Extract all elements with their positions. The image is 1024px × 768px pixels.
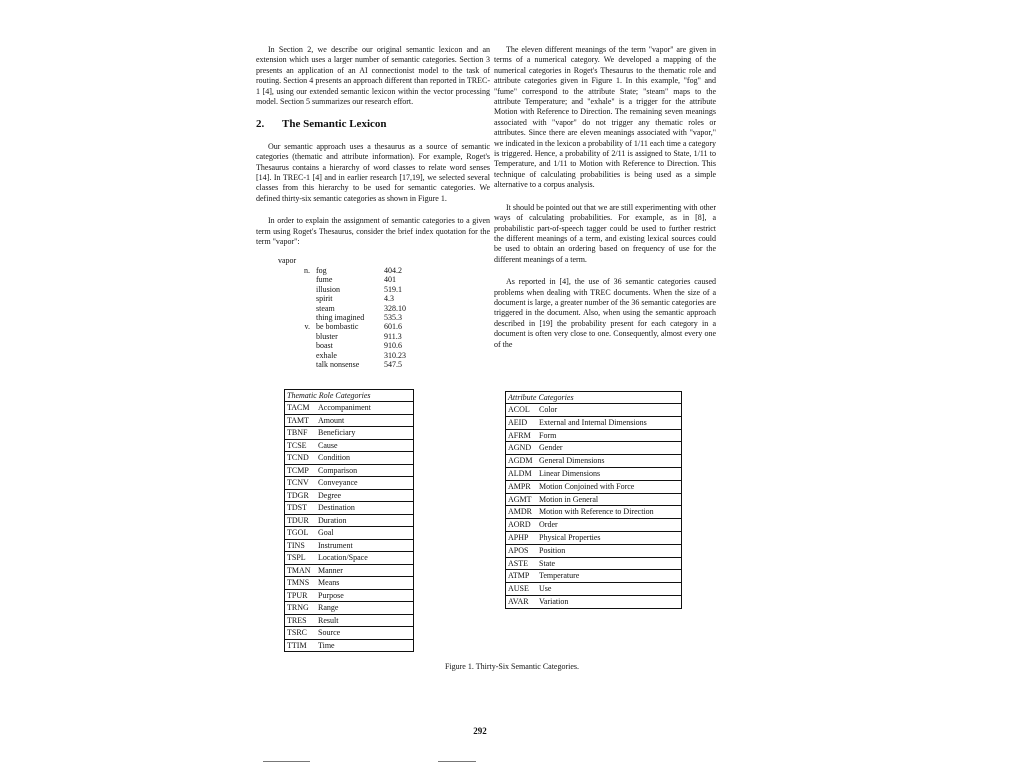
- category-code: AORD: [508, 520, 531, 530]
- table-row: [285, 540, 413, 553]
- table-row: [506, 570, 681, 583]
- figure-caption: Figure 1. Thirty-Six Semantic Categories.: [444, 662, 580, 671]
- probability-paragraph: It should be pointed out that we are still experimenting with other ways of calculating probabilities. For example, as in [8], a probabilistic part-of-speech tagger could be used to further restrict the different meanings of a term, and existing lexical sources could be used to obtain an ordering based on frequency of use for the different meanings of a term.: [494, 202, 716, 264]
- category-code: ALDM: [508, 468, 532, 478]
- index-rows: [256, 266, 490, 369]
- index-sense: steam: [316, 303, 335, 313]
- vapor-intro-paragraph: In order to explain the assignment of semantic categories to a given term using Roget's Thesaurus, consider the brief index quotation for the term "vapor":: [256, 216, 490, 247]
- table-row: [285, 490, 413, 503]
- table-row: [285, 427, 413, 440]
- category-name: Degree: [318, 490, 342, 500]
- category-code: TDUR: [287, 515, 309, 525]
- index-sense: boast: [316, 341, 333, 351]
- table-row: [285, 602, 413, 615]
- category-code: TACM: [287, 403, 310, 412]
- table-row: [285, 452, 413, 465]
- index-row: [256, 351, 490, 360]
- index-sense: illusion: [316, 284, 341, 294]
- index-headword: vapor: [278, 255, 297, 265]
- table-row: [506, 558, 681, 571]
- category-code: AMPR: [508, 481, 531, 491]
- lexicon-paragraph: Our semantic approach uses a thesaurus as a source of semantic categories (thematic and attribute information). For example, Roget's Thesaurus contains a hierarchy of word classes to relate word senses [14]. In TREC-1 [4] and in earlier research [17,19], we selected several classes from this hierarchy to be used for semantic categories. We defined thirty-six semantic categories as shown in Figure 1.: [256, 141, 490, 203]
- index-category-number: 4.3: [384, 294, 394, 304]
- category-code: ASTE: [508, 558, 528, 568]
- category-name: Range: [318, 603, 339, 612]
- index-part-of-speech: n.: [304, 265, 310, 275]
- table-row: [506, 455, 681, 468]
- category-name: Comparison: [318, 465, 358, 475]
- table-row: [506, 494, 681, 507]
- category-name: Cause: [318, 440, 338, 450]
- category-name: Gender: [539, 443, 563, 453]
- index-category-number: 401: [384, 275, 396, 285]
- category-code: AGND: [508, 443, 532, 453]
- category-code: TGOL: [287, 528, 309, 537]
- category-name: Amount: [318, 415, 345, 425]
- thematic-table-caption: Thematic Role Categories: [285, 390, 413, 402]
- table-row: [285, 402, 413, 415]
- index-row: [256, 332, 490, 341]
- index-row: [256, 341, 490, 350]
- index-part-of-speech: [256, 351, 316, 360]
- category-code: AVAR: [508, 596, 529, 606]
- category-name: Means: [318, 578, 340, 587]
- category-name: Source: [318, 628, 341, 637]
- index-category-number: 519.1: [384, 284, 402, 294]
- index-sense: bluster: [316, 331, 338, 341]
- index-row: [256, 285, 490, 294]
- category-name: Variation: [539, 596, 569, 606]
- table-row: [506, 583, 681, 596]
- index-sense: spirit: [316, 294, 333, 304]
- category-name: Condition: [318, 453, 351, 462]
- table-row: [285, 577, 413, 590]
- table-row: [285, 627, 413, 640]
- table-row: [285, 502, 413, 515]
- intro-paragraph: In Section 2, we describe our original semantic lexicon and an extension which uses a larger number of semantic categories. Section 3 presents an application of an AI connectionist model to the task of routing. Section 4 presents an approach different than reported in TREC-1 [4], using our extended semantic lexicon within the vector processing model. Section 5 summarizes our research effort.: [256, 45, 490, 107]
- category-code: TCND: [287, 453, 309, 462]
- index-part-of-speech: [256, 360, 316, 369]
- index-part-of-speech: [256, 294, 316, 303]
- trec-paragraph: As reported in [4], the use of 36 semantic categories caused problems when dealing with TREC documents. When the size of a document is large, a greater number of the 36 semantic categories are triggered in the document. Also, when using the semantic approach described in [19] the probability present for each category in a document is often very close to one. Consequently, almost every one of the: [494, 277, 716, 349]
- table-row: [506, 442, 681, 455]
- table-row: [285, 515, 413, 528]
- table-row: [506, 506, 681, 519]
- index-row: [256, 275, 490, 284]
- category-code: TCSE: [287, 440, 307, 450]
- table-row: [285, 440, 413, 453]
- index-part-of-speech: [256, 275, 316, 284]
- category-name: Manner: [318, 565, 343, 575]
- category-code: TSRC: [287, 628, 308, 637]
- index-category-number: 601.6: [384, 322, 402, 332]
- category-code: TSPL: [287, 553, 306, 562]
- category-name: Beneficiary: [318, 428, 356, 437]
- category-code: AFRM: [508, 430, 531, 440]
- category-name: Time: [318, 640, 335, 650]
- category-name: External and Internal Dimensions: [539, 417, 647, 427]
- table-row: [285, 565, 413, 578]
- index-sense: talk nonsense: [316, 359, 360, 369]
- category-code: TDST: [287, 503, 307, 512]
- table-row: [506, 519, 681, 532]
- footer-rule-left: [263, 761, 310, 762]
- category-code: TCNV: [287, 478, 309, 487]
- category-code: AUSE: [508, 584, 529, 594]
- index-category-number: 310.23: [384, 350, 406, 360]
- index-category-number: 535.3: [384, 312, 402, 322]
- right-column: [494, 45, 716, 362]
- category-name: Use: [539, 584, 552, 594]
- table-row: [285, 527, 413, 540]
- table-row: [285, 590, 413, 603]
- category-name: Order: [539, 520, 558, 530]
- category-code: TMNS: [287, 578, 310, 587]
- thesaurus-index-entry: [256, 256, 490, 370]
- category-code: TMAN: [287, 565, 311, 575]
- category-code: AGDM: [508, 456, 533, 466]
- table-row: [506, 468, 681, 481]
- thematic-table-body: [285, 402, 413, 651]
- index-row: [256, 360, 490, 369]
- index-sense: fume: [316, 275, 333, 285]
- category-name: Goal: [318, 528, 334, 537]
- thematic-role-table: [284, 389, 414, 652]
- section-heading: [256, 119, 490, 129]
- table-row: [506, 481, 681, 494]
- category-name: Temperature: [539, 571, 580, 581]
- index-part-of-speech: [256, 332, 316, 341]
- index-row: [256, 304, 490, 313]
- category-name: Physical Properties: [539, 532, 601, 542]
- index-sense: exhale: [316, 350, 337, 360]
- table-row: [285, 615, 413, 628]
- table-row: [506, 596, 681, 608]
- index-part-of-speech: v.: [304, 322, 310, 332]
- index-sense: fog: [316, 265, 327, 275]
- index-part-of-speech: [256, 313, 316, 322]
- category-name: Location/Space: [318, 553, 368, 562]
- index-row: [256, 313, 490, 322]
- left-column: [256, 45, 490, 369]
- index-part-of-speech: [256, 341, 316, 350]
- index-category-number: 911.3: [384, 331, 402, 341]
- category-name: Motion with Reference to Direction: [539, 507, 654, 517]
- category-name: Conveyance: [318, 478, 358, 487]
- index-row: [256, 322, 490, 331]
- category-name: Result: [318, 615, 339, 625]
- attribute-table-caption: Attribute Categories: [506, 392, 681, 404]
- category-name: Instrument: [318, 540, 353, 550]
- table-row: [506, 532, 681, 545]
- table-row: [506, 404, 681, 417]
- index-category-number: 910.6: [384, 341, 402, 351]
- section-title: The Semantic Lexicon: [282, 118, 387, 131]
- table-row: [285, 640, 413, 652]
- category-name: Color: [539, 405, 558, 414]
- category-code: ACOL: [508, 405, 530, 414]
- category-name: Destination: [318, 503, 355, 512]
- section-number: 2.: [256, 118, 265, 131]
- category-code: APHP: [508, 532, 529, 542]
- attribute-table: [505, 391, 682, 609]
- category-code: TINS: [287, 540, 305, 550]
- category-code: TTIM: [287, 640, 307, 650]
- category-name: State: [539, 558, 555, 568]
- table-row: [285, 477, 413, 490]
- index-sense: be bombastic: [316, 322, 359, 332]
- category-name: Motion in General: [539, 494, 599, 504]
- category-name: Accompaniment: [318, 403, 371, 412]
- category-code: ATMP: [508, 571, 530, 581]
- category-code: TCMP: [287, 465, 309, 475]
- footer-rule-right: [438, 761, 476, 762]
- category-name: Duration: [318, 515, 347, 525]
- category-code: AEID: [508, 417, 528, 427]
- category-code: TRNG: [287, 603, 309, 612]
- category-code: TPUR: [287, 590, 308, 600]
- index-sense: thing imagined: [316, 312, 365, 322]
- category-name: Linear Dimensions: [539, 468, 601, 478]
- table-row: [506, 430, 681, 443]
- index-category-number: 404.2: [384, 265, 402, 275]
- attribute-table-body: [506, 404, 681, 608]
- category-code: APOS: [508, 545, 529, 555]
- table-row: [285, 465, 413, 478]
- category-name: Motion Conjoined with Force: [539, 481, 635, 491]
- category-name: Purpose: [318, 590, 344, 600]
- category-code: AMDR: [508, 507, 533, 517]
- category-code: TAMT: [287, 415, 310, 425]
- category-name: Position: [539, 545, 566, 555]
- category-code: TDGR: [287, 490, 309, 500]
- table-row: [285, 415, 413, 428]
- index-category-number: 328.10: [384, 303, 406, 313]
- page-number: 292: [473, 726, 487, 736]
- table-row: [506, 417, 681, 430]
- table-row: [285, 552, 413, 565]
- index-part-of-speech: [256, 285, 316, 294]
- index-row: [256, 294, 490, 303]
- category-code: TRES: [287, 615, 307, 625]
- index-part-of-speech: [256, 304, 316, 313]
- meanings-paragraph: The eleven different meanings of the term "vapor" are given in terms of a numerical category. We developed a mapping of the numerical categories in Roget's Thesaurus to the thematic role and attribute categories given in Figure 1. In this example, "fog" and "fume" correspond to the attribute State; "steam" maps to the attribute Temperature; and "exhale" is a trigger for the attribute Motion with Reference to Direction. The remaining seven meanings associated with "vapor" do not trigger any thematic roles or attributes. Since there are eleven meanings associated with "vapor," we indicated in the lexicon a probability of 1/11 each time a category is triggered. Hence, a probability of 2/11 is assigned to State, 1/11 to Temperature, and 1/11 to Motion with Reference to Direction. This technique of calculating probabilities is being used as a simple alternative to a corpus analysis.: [494, 45, 716, 190]
- category-code: TBNF: [287, 428, 308, 437]
- category-name: Form: [539, 430, 557, 440]
- index-row: [256, 266, 490, 275]
- category-code: AGMT: [508, 494, 532, 504]
- category-name: General Dimensions: [539, 456, 605, 466]
- index-category-number: 547.5: [384, 359, 402, 369]
- table-row: [506, 545, 681, 558]
